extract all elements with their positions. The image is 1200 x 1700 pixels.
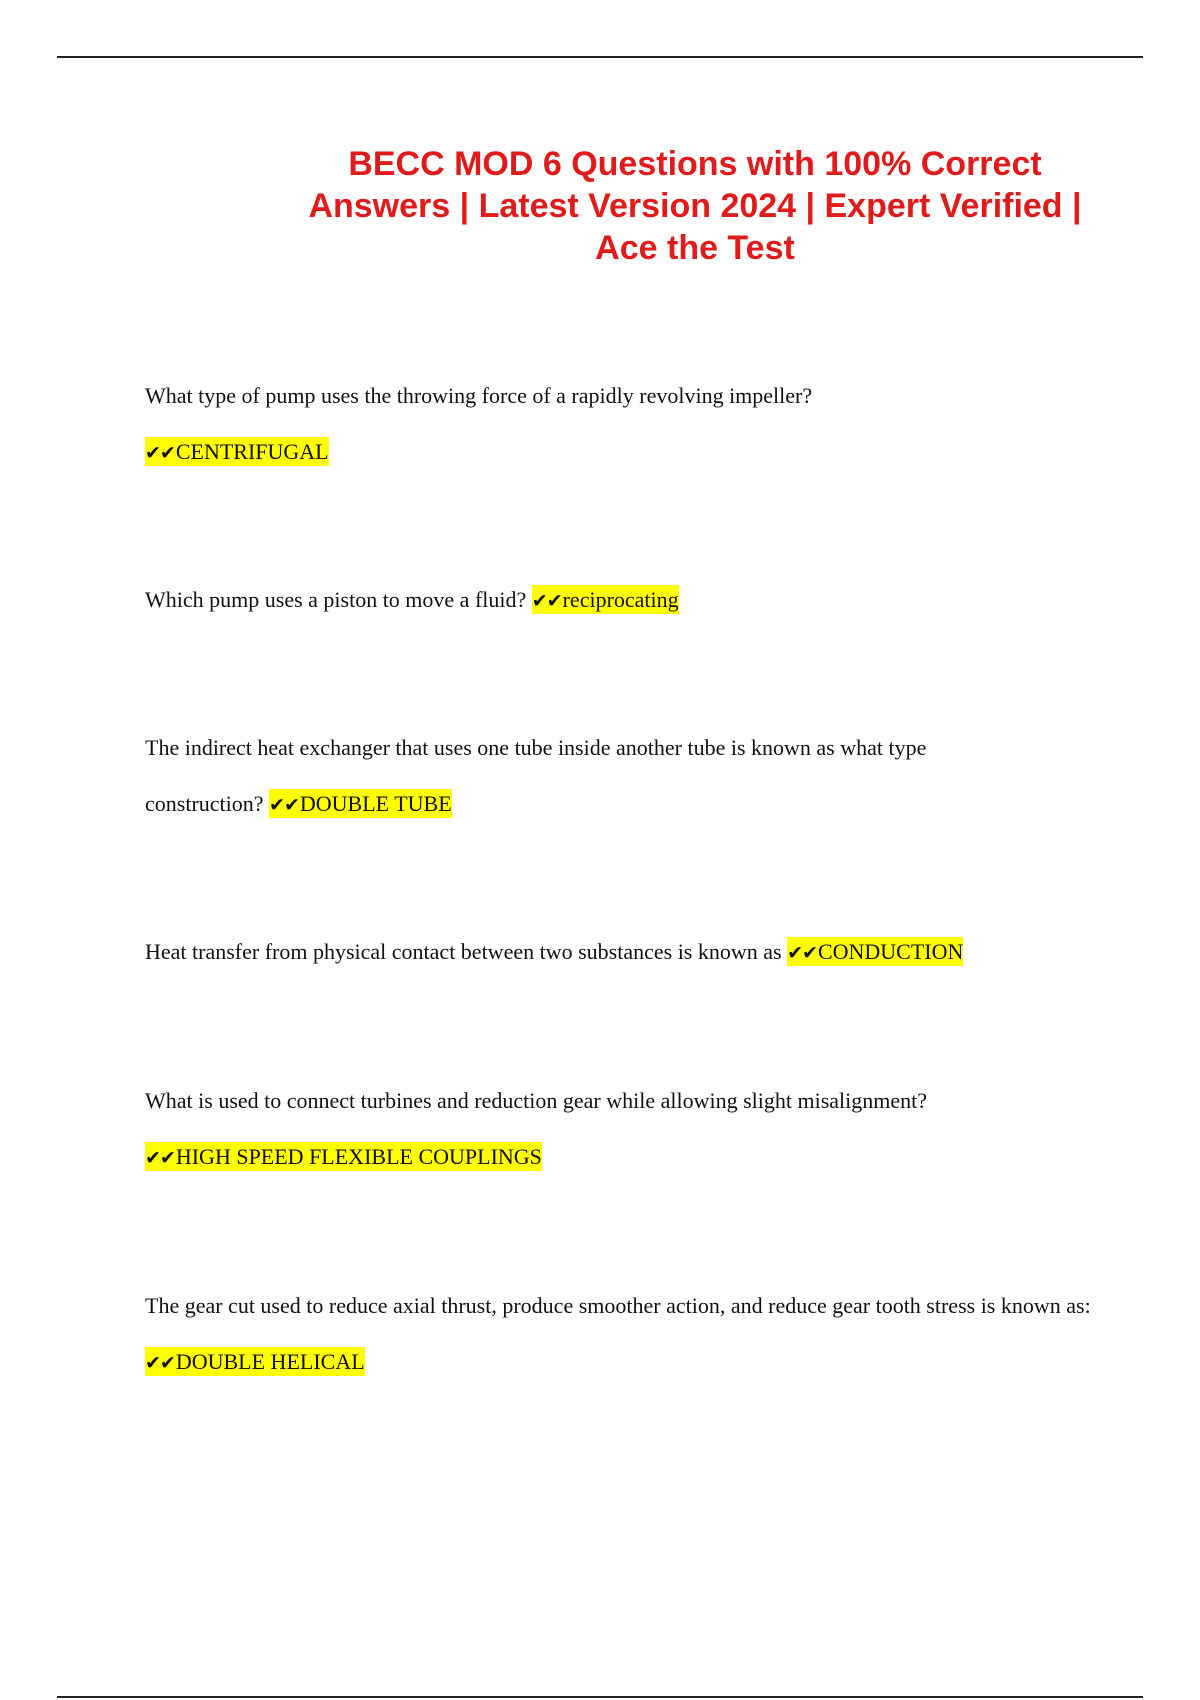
answer-highlight bbox=[145, 1347, 365, 1376]
question-text: What is used to connect turbines and reduction gear while allowing slight misalignment? bbox=[145, 1088, 928, 1113]
double-check-icon: ✔✔ bbox=[531, 590, 562, 612]
question-text: The indirect heat exchanger that uses one tube inside another tube is known as what type construction? bbox=[145, 735, 927, 816]
document-title: BECC MOD 6 Questions with 100% Correct Answers | Latest Version 2024 | Expert Verified | Ace the Test bbox=[308, 145, 1082, 267]
answer-text: DOUBLE TUBE bbox=[299, 791, 452, 816]
answer-text: DOUBLE HELICAL bbox=[175, 1349, 365, 1374]
answer-highlight bbox=[145, 1142, 542, 1171]
qa-item-3 bbox=[145, 720, 1025, 833]
double-check-icon: ✔✔ bbox=[145, 1352, 175, 1374]
answer-text: CONDUCTION bbox=[817, 939, 964, 964]
top-rule bbox=[57, 56, 1143, 58]
answer-text: HIGH SPEED FLEXIBLE COUPLINGS bbox=[175, 1144, 542, 1169]
answer-highlight bbox=[269, 789, 452, 818]
question-text: The gear cut used to reduce axial thrust, produce smoother action, and reduce gear tooth stress is known as: bbox=[145, 1293, 1091, 1318]
qa-item-2 bbox=[145, 572, 1095, 629]
double-check-icon: ✔✔ bbox=[145, 442, 175, 464]
question-text: Heat transfer from physical contact between two substances is known as bbox=[145, 939, 782, 964]
qa-item-1 bbox=[145, 368, 1095, 481]
question-text: What type of pump uses the throwing force of a rapidly revolving impeller? bbox=[145, 383, 813, 408]
qa-item-5 bbox=[145, 1073, 1095, 1186]
answer-highlight bbox=[145, 437, 329, 466]
double-check-icon: ✔✔ bbox=[787, 942, 817, 964]
qa-item-6 bbox=[145, 1278, 1095, 1391]
double-check-icon: ✔✔ bbox=[145, 1147, 175, 1169]
answer-text: reciprocating bbox=[562, 587, 679, 612]
question-text: Which pump uses a piston to move a fluid? bbox=[145, 587, 527, 612]
qa-item-4 bbox=[145, 924, 1135, 981]
answer-highlight bbox=[532, 585, 679, 614]
answer-text: CENTRIFUGAL bbox=[175, 439, 329, 464]
bottom-rule bbox=[57, 1696, 1143, 1698]
answer-highlight bbox=[787, 937, 963, 966]
double-check-icon: ✔✔ bbox=[269, 794, 299, 816]
